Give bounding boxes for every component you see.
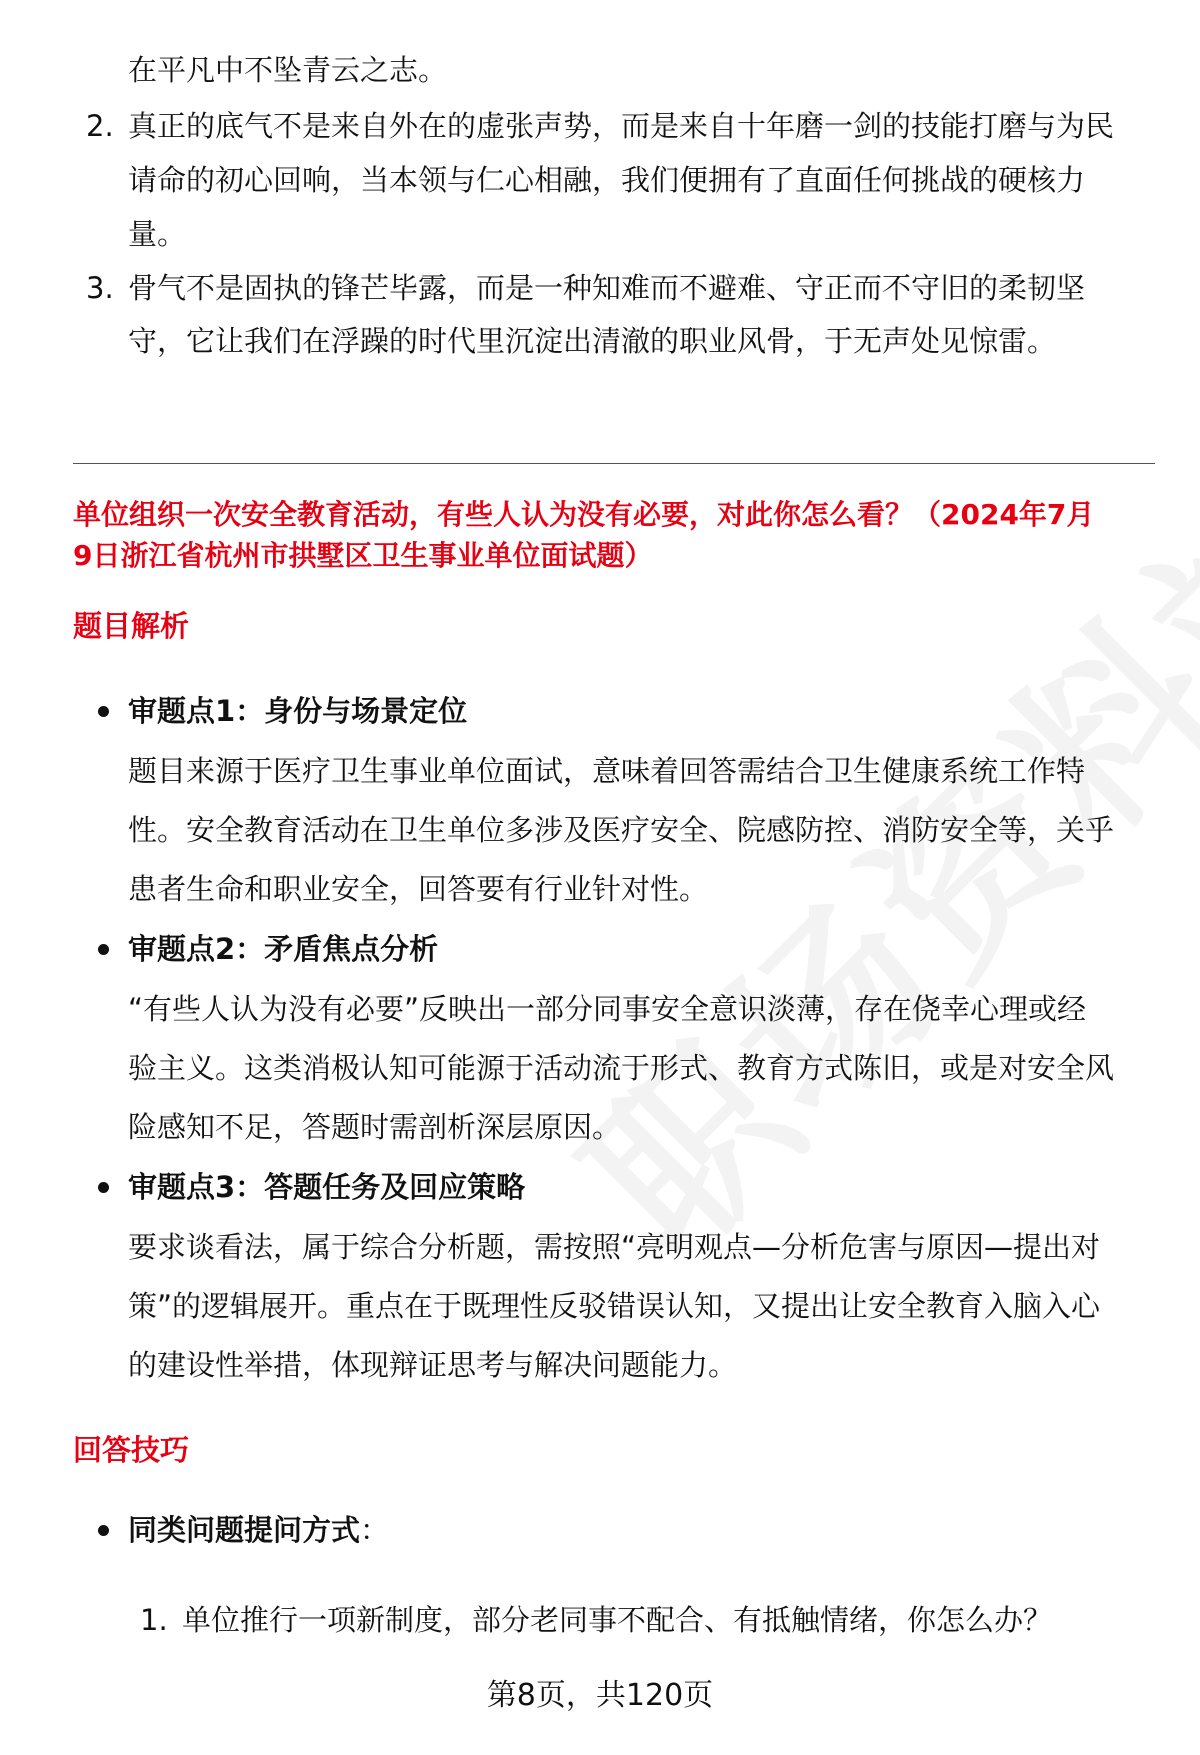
point-text-line: 患者生命和职业安全，回答要有行业针对性。: [128, 872, 709, 906]
list-item-continuation: 在平凡中不坠青云之志。: [128, 53, 448, 87]
point-text-line: 性。安全教育活动在卫生单位多涉及医疗安全、院感防控、消防安全等，关乎: [128, 813, 1115, 847]
question-title-line: 单位组织一次安全教育活动，有些人认为没有必要，对此你怎么看？（2024年7月: [73, 498, 1095, 531]
tips-heading-text: 同类问题提问方式: [128, 1513, 361, 1547]
bullet-dot: [98, 944, 109, 955]
list-number: 2.: [86, 109, 114, 143]
point-heading: 审题点1：身份与场景定位: [128, 694, 468, 728]
tips-bullet-heading: [128, 1512, 389, 1548]
tips-heading-colon: ：: [360, 1513, 390, 1547]
section-divider: [73, 463, 1155, 464]
bullet-dot: [98, 706, 109, 717]
section-title-analysis: 题目解析: [73, 609, 190, 643]
point-text-line: 的建设性举措，体现辩证思考与解决问题能力。: [128, 1348, 738, 1382]
bullet-dot: [98, 1525, 109, 1536]
page-number-footer: 第8页，共120页: [486, 1678, 714, 1713]
section-title-tips: 回答技巧: [73, 1433, 190, 1467]
list-item-line: 真正的底气不是来自外在的虚张声势，而是来自十年磨一剑的技能打磨与为民: [128, 109, 1115, 143]
point-heading: 审题点2：矛盾焦点分析: [128, 932, 439, 966]
bullet-dot: [98, 1182, 109, 1193]
point-text-line: 策”的逻辑展开。重点在于既理性反驳错误认知，又提出让安全教育入脑入心: [128, 1289, 1101, 1323]
question-title-line: 9日浙江省杭州市拱墅区卫生事业单位面试题）: [73, 539, 653, 572]
point-text-line: “有些人认为没有必要”反映出一部分同事安全意识淡薄，存在侥幸心理或经: [128, 992, 1087, 1026]
point-heading: 审题点3：答题任务及回应策略: [128, 1170, 526, 1204]
list-item-line: 守，它让我们在浮躁的时代里沉淀出清澈的职业风骨，于无声处见惊雷。: [128, 324, 1057, 358]
point-text-line: 题目来源于医疗卫生事业单位面试，意味着回答需结合卫生健康系统工作特: [128, 754, 1086, 788]
list-item-line: 量。: [128, 217, 187, 251]
point-text-line: 验主义。这类消极认知可能源于活动流于形式、教育方式陈旧，或是对安全风: [128, 1051, 1115, 1085]
point-text-line: 险感知不足，答题时需剖析深层原因。: [128, 1110, 622, 1144]
list-number: 3.: [86, 271, 114, 305]
list-item-line: 骨气不是固执的锋芒毕露，而是一种知难而不避难、守正而不守旧的柔韧坚: [128, 271, 1086, 305]
point-text-line: 要求谈看法，属于综合分析题，需按照“亮明观点—分析危害与原因—提出对: [128, 1230, 1101, 1264]
list-item-line: 请命的初心回响，当本领与仁心相融，我们便拥有了直面任何挑战的硬核力: [128, 163, 1086, 197]
tips-list-item: 单位推行一项新制度，部分老同事不配合、有抵触情绪，你怎么办？: [182, 1603, 1053, 1637]
list-number: 1.: [140, 1603, 168, 1637]
